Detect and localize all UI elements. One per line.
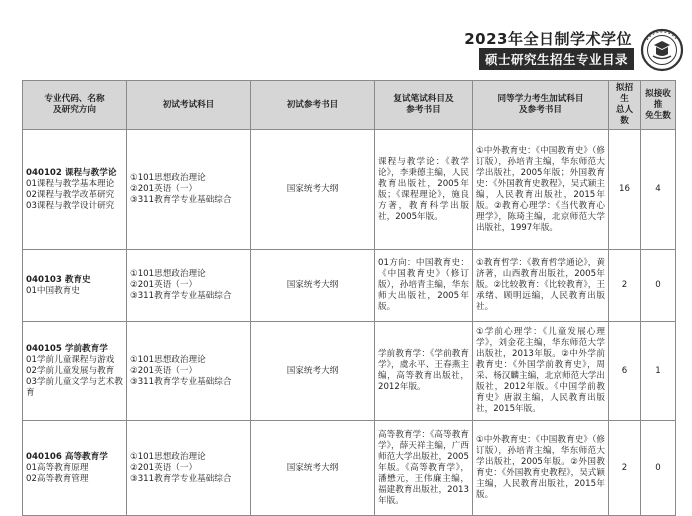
retest-cell: 高等教育学：《高等教育学》，薛天祥主编，广西师范大学出版社，2005年版。《高等教育学》，潘懋元，王伟廉主编，福建教育出版社，2013年版。 [375, 421, 473, 516]
retest-cell: 课程与教学论：《教学论》，李秉德主编，人民教育出版社，2005年版；《课程理论》，施良方著，教育科学出版社，2005年版。 [375, 130, 473, 250]
exam-item: ①101思想政治理论 [130, 354, 206, 365]
total-cell: 2 [609, 250, 641, 322]
exam-item: ③311教育学专业基础综合 [130, 473, 232, 484]
exam-item: ②201英语（一） [130, 365, 198, 376]
ref-books-cell: 国家统考大纲 [251, 322, 375, 421]
col-header-exams: 初试考试科目 [127, 81, 251, 130]
major-cell [23, 322, 127, 421]
equiv-cell: ①教育哲学：《教育哲学通论》，黄济著，山西教育出版社，2005年版。②比较教育：《比较教育》，王承绪、顾明远编，人民教育出版社。 [473, 250, 609, 322]
major-cell [23, 130, 127, 250]
exams-cell [127, 250, 251, 322]
major-code-name: 040103 教育史 [26, 274, 91, 285]
ref-books-cell: 国家统考大纲 [251, 130, 375, 250]
exam-item: ②201英语（一） [130, 462, 198, 473]
exams-cell [127, 130, 251, 250]
table-row [23, 130, 676, 250]
exam-item: ③311教育学专业基础综合 [130, 291, 232, 301]
total-cell: 2 [609, 421, 641, 516]
total-cell: 6 [609, 322, 641, 421]
major-code-name: 040105 学前教育学 [26, 343, 108, 354]
direction: 01学前儿童课程与游戏 [26, 354, 115, 365]
exam-item: ①101思想政治理论 [130, 173, 206, 183]
exams-cell [127, 322, 251, 421]
title-line-1: 2023年全日制学术学位 [464, 30, 632, 48]
table-row [23, 250, 676, 322]
table-header-row [23, 81, 676, 130]
exam-item: ③311教育学专业基础综合 [130, 195, 232, 205]
direction: 01课程与教学基本理论 [26, 178, 115, 189]
title-line-2: 硕士研究生招生专业目录 [479, 48, 634, 70]
ref-books-cell: 国家统考大纲 [251, 250, 375, 322]
major-code-name: 040106 高等教育学 [26, 451, 108, 462]
direction: 01中国教育史 [26, 285, 80, 296]
direction: 02课程与教学改革研究 [26, 189, 115, 200]
exam-item: ②201英语（一） [130, 280, 198, 290]
col-header-ref-books: 初试参考书目 [251, 81, 375, 130]
equiv-cell: ①中外教育史：《中国教育史》（修订版），孙培青主编，华东师范大学出版社，2005年版；外国教育史：《外国教育史教程》，吴式颖主编，人民教育出版社，2015年版。②教育心理学：《当代教育心理学》，陈琦主编，北京师范大学出版社，1997年版。 [473, 130, 609, 250]
page-header [0, 0, 692, 72]
table-row [23, 322, 676, 421]
direction: 02高等教育管理 [26, 473, 89, 484]
retest-cell: 01方向：中国教育史：《中国教育史》（修订版），孙培青主编，华东师大出版社，2005年版。 [375, 250, 473, 322]
major-code-name: 040102 课程与教学论 [26, 167, 117, 178]
major-cell [23, 421, 127, 516]
col-header-total: 拟招生 总人数 [609, 81, 641, 130]
equiv-cell: ①中外教育史：《中国教育史》（修订版），孙培青主编，华东师范大学出版社，2005年版。②外国教育史：《外国教育史教程》，吴式颖主编，人民教育出版社，2015年版。 [473, 421, 609, 516]
total-cell: 16 [609, 130, 641, 250]
col-header-equiv: 同等学力考生加试科目 及参考书目 [473, 81, 609, 130]
exams-cell [127, 421, 251, 516]
col-header-retest: 复试笔试科目及 参考书目 [375, 81, 473, 130]
equiv-cell: ①学前心理学：《儿童发展心理学》，刘金花主编，华东师范大学出版社，2013年版。②中外学前教育史：《外国学前教育史》，周采、杨汉麟主编，北京师范大学出版社，2012年版。《中国学前教育史》唐淑主编，人民教育出版社，2015年版。 [473, 322, 609, 421]
retest-cell: 学前教育学：《学前教育学》，虞永平、王春燕主编，高等教育出版社，2012年版。 [375, 322, 473, 421]
direction: 03学前儿童文学与艺术教育 [26, 376, 123, 398]
exam-item: ②201英语（一） [130, 184, 198, 194]
major-cell [23, 250, 127, 322]
exempt-cell: 0 [641, 250, 676, 322]
exam-item: ①101思想政治理论 [130, 269, 206, 279]
exam-item: ①101思想政治理论 [130, 451, 206, 462]
university-seal-icon [640, 28, 684, 72]
direction: 01高等教育原理 [26, 462, 89, 473]
exempt-cell: 4 [641, 130, 676, 250]
col-header-major: 专业代码、名称 及研究方向 [23, 81, 127, 130]
ref-books-cell: 国家统考大纲 [251, 421, 375, 516]
col-header-exempt: 拟接收推 免生数 [641, 81, 676, 130]
catalog-table [22, 80, 676, 516]
direction: 03课程与教学设计研究 [26, 200, 115, 211]
exam-item: ③311教育学专业基础综合 [130, 376, 232, 387]
direction: 02学前儿童发展与教育 [26, 365, 115, 376]
exempt-cell: 1 [641, 322, 676, 421]
table-row [23, 421, 676, 516]
exempt-cell: 0 [641, 421, 676, 516]
